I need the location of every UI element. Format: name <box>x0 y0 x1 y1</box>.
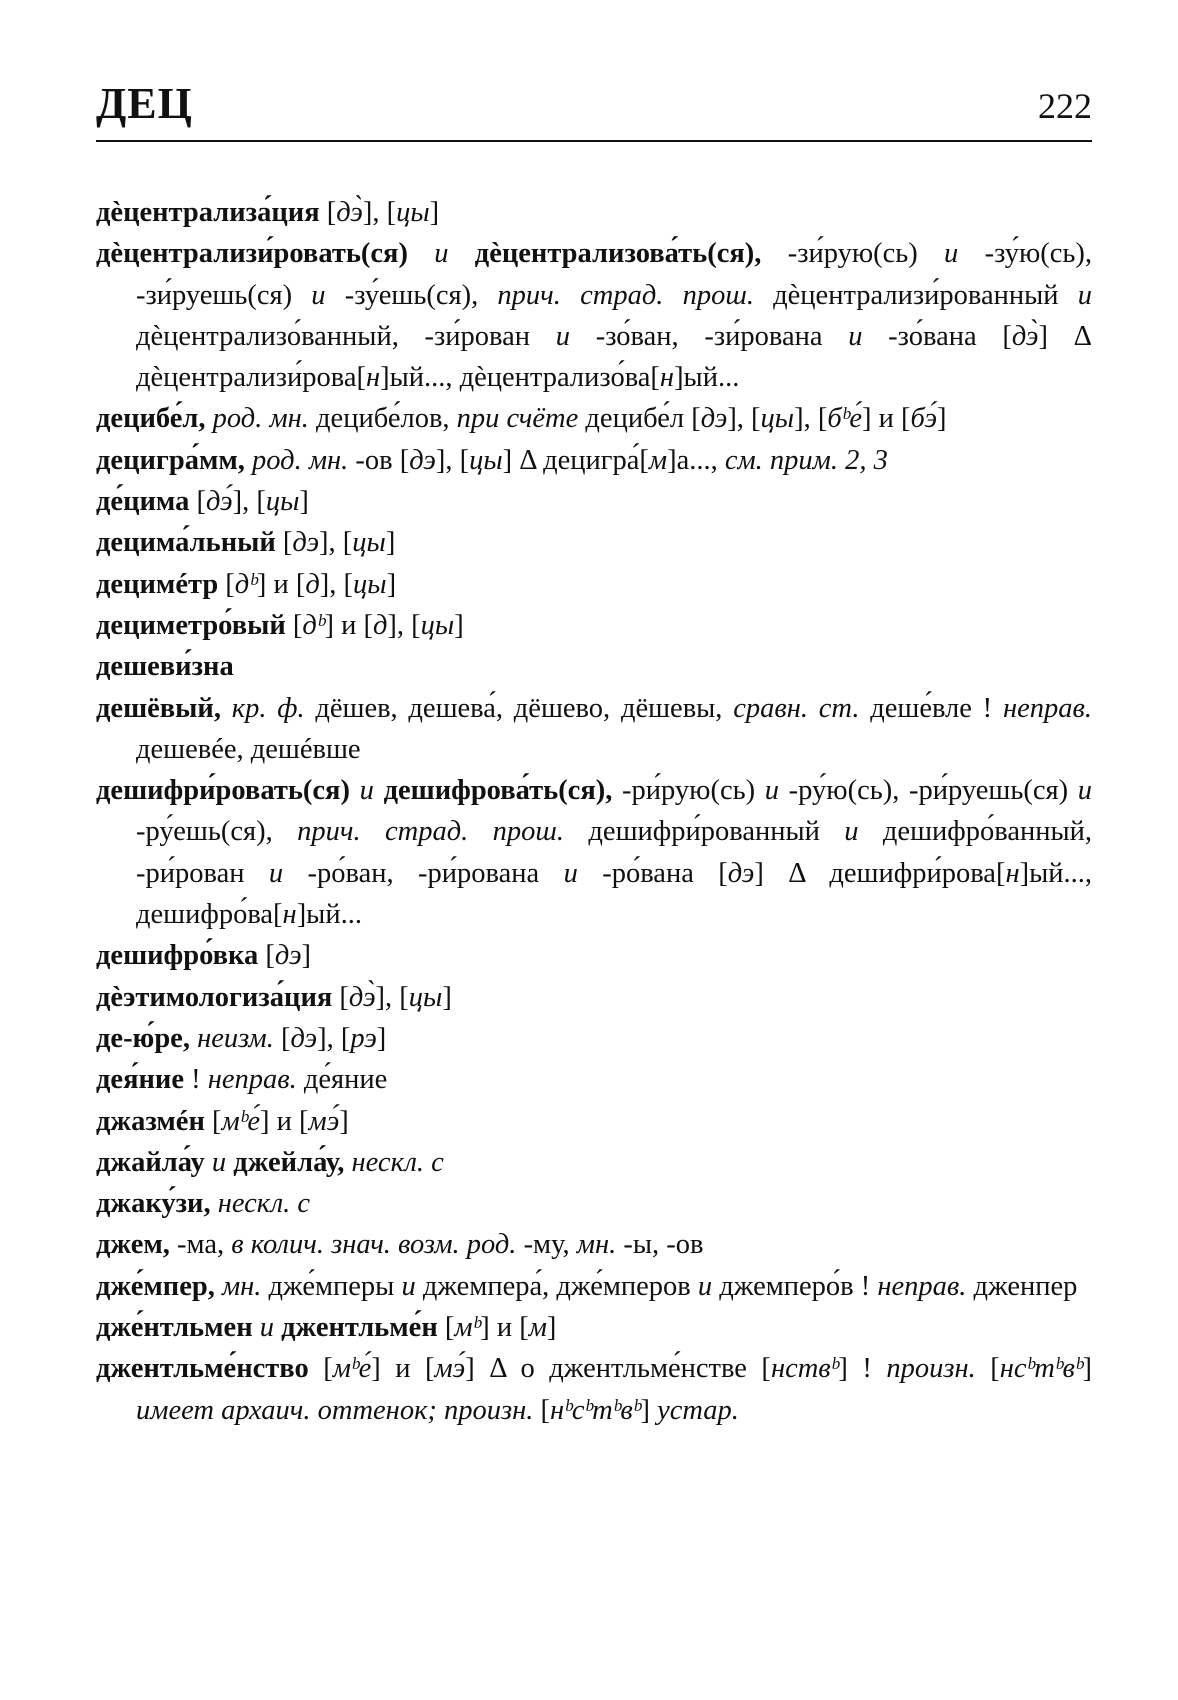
dictionary-entry <box>96 522 1092 563</box>
entry-text <box>344 1147 351 1178</box>
dictionary-entry <box>96 605 1092 646</box>
entry-text: ], [ <box>727 403 761 435</box>
italic-note: нствᵇ <box>770 1353 839 1385</box>
entry-text: ] <box>442 981 452 1013</box>
entry-text: ] <box>546 1312 557 1344</box>
italic-note: и <box>268 857 284 889</box>
dictionary-entry <box>96 398 1092 439</box>
headword: децима́льный <box>96 527 276 559</box>
entry-text: ], [ <box>362 197 397 228</box>
entry-text: дѐцентрализо́ванный, -зи́рован <box>136 320 556 352</box>
italic-note: н <box>659 362 675 394</box>
italic-note: и <box>1077 775 1093 807</box>
entry-text: [ <box>218 568 235 600</box>
dictionary-entry <box>96 1224 1092 1265</box>
entry-text: дженпер <box>966 1270 1078 1302</box>
italic-note: нескл. с <box>351 1146 444 1178</box>
entry-text: [ <box>258 940 275 972</box>
italic-note: дэ <box>290 1022 318 1054</box>
italic-note: при счёте <box>456 403 579 435</box>
entry-text: -ри́рую(сь) <box>612 775 765 807</box>
entry-text: -ро́ван, -ри́рована <box>283 857 564 889</box>
entry-text: ], [ <box>319 568 354 600</box>
entry-text <box>206 403 213 434</box>
entry-text: [ <box>332 981 349 1013</box>
headword: дея́ние <box>96 1064 184 1096</box>
headword: джентльме́н <box>281 1312 438 1344</box>
italic-note: цы <box>408 981 443 1013</box>
entry-text: ]ый... <box>296 899 362 931</box>
entry-text: дешифро́ванный, -ри́рован <box>136 816 1093 889</box>
headword: дешифрова́ть(ся), <box>383 775 613 807</box>
italic-note: цы <box>396 197 430 228</box>
headword: дешифри́ровать(ся) <box>96 775 350 807</box>
dictionary-entry <box>96 1101 1092 1142</box>
italic-note: цы <box>760 403 795 435</box>
entry-text: ], [ <box>317 1022 351 1054</box>
entry-text <box>374 775 384 806</box>
entry-text <box>221 693 232 724</box>
headword: децимéтр <box>96 568 219 600</box>
entry-text: ] Δ децигра́[ <box>502 444 649 476</box>
italic-note: и <box>1077 279 1092 311</box>
entry-text: ], [ <box>232 486 266 518</box>
italic-note: дэ́ <box>206 486 233 518</box>
entry-text: ], [ <box>387 609 421 641</box>
entry-text: ] <box>386 568 397 600</box>
italic-note: мэ́ <box>308 1105 340 1137</box>
headword: дѐцентрализова́ть(ся), <box>474 238 762 270</box>
entry-text: -му, <box>516 1229 577 1261</box>
italic-note: дэ̀ <box>1011 320 1039 352</box>
entry-text: децибе́л [ <box>578 403 701 435</box>
entry-text: -зу́ешь(ся), <box>325 279 498 311</box>
italic-note: н <box>282 899 297 931</box>
dictionary-entry <box>96 1059 1092 1100</box>
entry-text: де́яние <box>296 1064 388 1096</box>
italic-note: дэ <box>409 444 436 476</box>
italic-note: д <box>305 568 320 600</box>
entry-text <box>449 238 475 269</box>
entry-text: ] Δ дѐцентрализи́рова[ <box>136 320 1092 394</box>
entry-text: [ <box>275 527 293 559</box>
entry-text: [ <box>437 1312 455 1344</box>
entry-text: ], [ <box>794 403 828 435</box>
entry-text: дешифри́рованный <box>564 816 845 848</box>
italic-note: цы <box>265 486 300 518</box>
entry-text: ]ый..., дѐцентрализо́ва[ <box>380 362 660 394</box>
entry-text <box>215 1271 222 1302</box>
italic-note: цы <box>352 527 386 559</box>
entry-text: ] <box>376 1022 387 1054</box>
entry-text: ] ! <box>838 1353 887 1385</box>
italic-note: неправ. <box>877 1270 967 1302</box>
italic-note: бэ́ <box>910 403 938 435</box>
italic-note: и <box>563 857 578 889</box>
headword: де́цима <box>96 486 190 518</box>
page-number: 222 <box>1038 86 1092 126</box>
italic-note: кр. ф. <box>231 692 305 724</box>
dictionary-entry <box>96 440 1092 481</box>
entry-text: дешевéе, дешéвше <box>136 733 361 765</box>
entry-text: деше́влe ! <box>859 692 1003 724</box>
page-header <box>96 78 1092 142</box>
entry-text: ] <box>640 1394 658 1426</box>
italic-note: дэ <box>274 940 302 972</box>
italic-note: неправ. <box>207 1064 297 1096</box>
headword: дѐцентрализа́ция <box>96 197 320 228</box>
entry-text <box>205 1147 212 1178</box>
italic-note: мэ́ <box>434 1353 466 1385</box>
headword: джентльме́нство <box>96 1353 309 1385</box>
italic-note: дэ̀ <box>336 197 363 228</box>
entry-text: [ <box>975 1353 1000 1385</box>
entry-text: -зо́ван, -зи́рована <box>570 320 849 352</box>
italic-note: мᵇе́ <box>332 1353 372 1385</box>
entry-text <box>408 238 434 269</box>
headword: дѐэтимологиза́ция <box>96 981 333 1013</box>
entry-text: [ <box>273 1022 291 1054</box>
dictionary-entry <box>96 192 1092 233</box>
italic-note: нᵇсᵇтᵇвᵇ <box>550 1394 641 1426</box>
entry-text: ] <box>385 527 396 559</box>
entry-text: ] Δ дешифри́рова[ <box>754 857 1006 889</box>
dictionary-entry <box>96 1018 1092 1059</box>
italic-note: мᵇ <box>454 1312 481 1344</box>
italic-note: цы <box>353 568 387 600</box>
italic-note: дэ <box>727 857 755 889</box>
italic-note: и <box>848 320 863 352</box>
entry-text: ] <box>301 940 312 972</box>
entry-text: ] и [ <box>480 1312 529 1344</box>
italic-note: нескл. с <box>217 1188 311 1220</box>
entry-text <box>253 1312 260 1343</box>
entry-text: дѐцентрализи́рованный <box>753 279 1078 311</box>
dictionary-entry <box>96 1183 1092 1224</box>
italic-note: род. мн. <box>252 444 349 476</box>
entry-text: -ов [ <box>348 444 410 476</box>
italic-note: и <box>434 238 449 270</box>
entry-text: -ру́ешь(ся), <box>136 816 298 848</box>
entry-text: [ <box>533 1394 551 1426</box>
entry-text: ], [ <box>319 527 353 559</box>
entry-text: ]а..., <box>667 444 725 476</box>
italic-note: м <box>648 444 668 476</box>
italic-note: в колич. знач. возм. род. <box>231 1229 517 1261</box>
italic-note: прич. страд. прош. <box>497 279 754 311</box>
dictionary-entry <box>96 688 1092 771</box>
dictionary-entry <box>96 481 1092 522</box>
headword: джем, <box>96 1229 170 1261</box>
entry-text: ] <box>429 197 440 228</box>
entry-text: [ <box>285 609 303 641</box>
entry-text: ] <box>454 609 464 641</box>
italic-note: н <box>365 362 381 394</box>
italic-note: мᵇе́ <box>221 1105 261 1137</box>
dictionary-entry <box>96 935 1092 976</box>
dictionary-entry <box>96 564 1092 605</box>
entry-text: ] <box>339 1105 349 1137</box>
entry-text: ] и [ <box>324 609 373 641</box>
entry-text: ] <box>299 486 309 518</box>
italic-note: и <box>401 1270 416 1302</box>
entry-text: ]ый..., дешифро́ва[ <box>136 857 1092 931</box>
entry-text: ! <box>183 1064 208 1096</box>
headword: де-ю́ре, <box>96 1022 190 1054</box>
running-head: ДЕЦ <box>96 79 193 128</box>
italic-note: дэ̀ <box>348 981 376 1013</box>
italic-note: и <box>259 1312 274 1344</box>
italic-note: и <box>697 1270 713 1302</box>
entry-text <box>211 1188 218 1219</box>
entry-text: ] и [ <box>371 1353 435 1385</box>
dictionary-entry <box>96 977 1092 1018</box>
headword: дѐцентрализи́ровать(ся) <box>96 238 408 270</box>
dictionary-entries <box>96 192 1092 1431</box>
entry-text: ], [ <box>375 981 409 1013</box>
italic-note: м <box>528 1312 547 1344</box>
italic-note: имеет архаич. оттенок; произн. <box>136 1394 534 1426</box>
entry-text: ] Δ о джентльме́нстве [ <box>465 1353 771 1385</box>
italic-note: и <box>359 775 374 807</box>
italic-note: дᵇ <box>302 609 325 641</box>
italic-note: и <box>944 238 959 270</box>
italic-note: дэ <box>700 403 728 435</box>
entry-text: децибе́лов, <box>308 403 457 435</box>
entry-text: -ру́ю(сь), -ри́руешь(ся) <box>779 775 1078 807</box>
entry-text: -ы, -ов <box>616 1229 704 1261</box>
entry-text: [ <box>189 486 207 518</box>
headword: дециметро́вый <box>96 609 286 641</box>
entry-text: ] и [ <box>260 1105 309 1137</box>
italic-note: неправ. <box>1002 692 1092 724</box>
entry-text: дже́мперы <box>261 1270 402 1302</box>
headword: дешёвый, <box>96 692 221 724</box>
entry-text: дёшев, дешева́, дёшево, дёшевы, <box>304 692 734 724</box>
italic-note: прич. страд. прош. <box>297 816 565 848</box>
italic-note: цы <box>469 444 503 476</box>
headword: дже́мпер, <box>96 1270 215 1302</box>
headword: децигра́мм, <box>96 444 245 476</box>
headword: джайла́у <box>96 1146 205 1178</box>
entry-text <box>245 445 252 476</box>
headword: джейла́у, <box>233 1146 345 1178</box>
dictionary-entry <box>96 1142 1092 1183</box>
italic-note: мн. <box>221 1270 262 1302</box>
entry-text: джемперо́в ! <box>712 1270 878 1302</box>
entry-text: [ <box>319 197 337 228</box>
italic-note: цы <box>420 609 455 641</box>
italic-note: см. прим. 2, 3 <box>724 444 888 476</box>
italic-note: н <box>1005 857 1020 889</box>
italic-note: нсᵇтᵇвᵇ <box>999 1353 1083 1385</box>
entry-text: ], [ <box>435 444 470 476</box>
headword: джазмéн <box>96 1105 205 1137</box>
italic-note: и <box>764 775 780 807</box>
entry-text: [ <box>308 1353 333 1385</box>
italic-note: д <box>372 609 388 641</box>
entry-text: ] и [ <box>256 568 306 600</box>
entry-text: ]ый... <box>674 362 740 394</box>
entry-text: [ <box>204 1105 222 1137</box>
italic-note: и <box>555 320 570 352</box>
italic-note: дᵇ <box>234 568 257 600</box>
entry-text: -зи́рую(сь) <box>761 238 945 270</box>
headword: дешифро́вка <box>96 940 259 972</box>
italic-note: рэ <box>350 1022 377 1054</box>
entry-text <box>350 775 360 806</box>
italic-note: неизм. <box>197 1022 274 1054</box>
italic-note: устар. <box>657 1394 739 1426</box>
dictionary-entry <box>96 646 1092 687</box>
headword: децибе́л, <box>96 403 206 435</box>
headword: джаку́зи, <box>96 1188 211 1220</box>
dictionary-entry <box>96 233 1092 398</box>
entry-text: ] <box>1082 1353 1092 1385</box>
entry-text: -зо́вана [ <box>862 320 1012 352</box>
italic-note: произн. <box>886 1353 976 1385</box>
entry-text: -зу́ю(сь), -зи́руешь(ся) <box>136 238 1093 311</box>
headword: дешеви́зна <box>96 651 234 683</box>
dictionary-entry <box>96 770 1092 935</box>
italic-note: сравн. ст. <box>733 692 860 724</box>
italic-note: и <box>211 1146 227 1178</box>
entry-text: ] и [ <box>862 403 911 435</box>
headword: дже́нтльмен <box>96 1312 253 1344</box>
entry-text: -ро́вана [ <box>577 857 728 889</box>
italic-note: и <box>311 279 326 311</box>
entry-text: джемпера́, дже́мперов <box>415 1270 698 1302</box>
entry-text: -ма, <box>169 1229 232 1261</box>
dictionary-entry <box>96 1266 1092 1307</box>
italic-note: и <box>844 816 859 848</box>
entry-text: ] <box>937 403 947 435</box>
italic-note: мн. <box>576 1229 617 1261</box>
dictionary-entry <box>96 1348 1092 1431</box>
italic-note: дэ <box>292 527 320 559</box>
italic-note: бᵇе́ <box>827 403 862 435</box>
italic-note: род. мн. <box>212 403 309 435</box>
dictionary-entry <box>96 1307 1092 1348</box>
